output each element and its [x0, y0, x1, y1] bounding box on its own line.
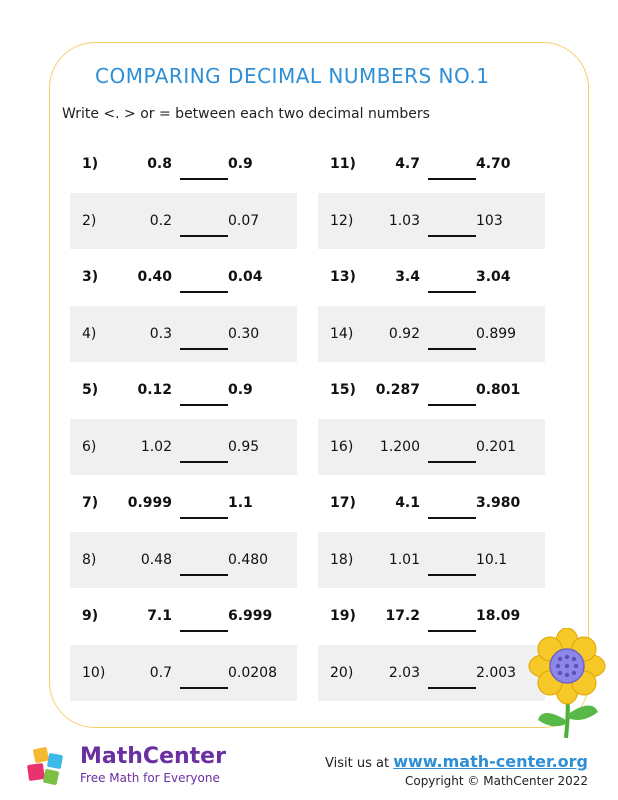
answer-blank[interactable] [428, 517, 476, 519]
second-decimal: 6.999 [228, 608, 273, 624]
second-decimal: 2.003 [476, 664, 517, 681]
visit-line [325, 752, 588, 771]
copyright: Copyright © MathCenter 2022 [404, 774, 588, 788]
problem-item [70, 588, 297, 644]
problem-item [318, 136, 545, 192]
answer-blank[interactable] [180, 630, 228, 632]
answer-blank[interactable] [180, 687, 228, 689]
first-decimal: 1.01 [388, 551, 420, 568]
problem-item [70, 306, 297, 362]
flower-icon [522, 628, 612, 738]
visit-label: Visit us at [325, 756, 390, 771]
second-decimal: 0.480 [228, 551, 269, 568]
problem-item [318, 588, 545, 644]
first-decimal: 0.999 [127, 495, 172, 511]
first-decimal: 0.48 [140, 551, 172, 568]
first-decimal: 1.200 [379, 438, 420, 455]
first-decimal: 0.92 [388, 325, 420, 342]
answer-blank[interactable] [428, 404, 476, 406]
second-decimal: 4.70 [476, 156, 511, 172]
second-decimal: 10.1 [476, 551, 508, 568]
problem-item [70, 532, 297, 588]
first-decimal: 7.1 [147, 608, 172, 624]
problem-number: 10) [82, 664, 106, 681]
brand-tagline: Free Math for Everyone [80, 771, 220, 785]
problem-number: 11) [330, 156, 356, 172]
answer-blank[interactable] [428, 348, 476, 350]
answer-blank[interactable] [428, 461, 476, 463]
problem-item [318, 532, 545, 588]
second-decimal: 3.04 [476, 269, 511, 285]
second-decimal: 18.09 [476, 608, 521, 624]
problem-number: 20) [330, 664, 354, 681]
problem-item [70, 362, 297, 418]
problem-number: 7) [82, 495, 99, 511]
problem-number: 12) [330, 212, 354, 229]
worksheet-title: COMPARING DECIMAL NUMBERS NO.1 [95, 64, 490, 88]
first-decimal: 2.03 [388, 664, 420, 681]
problem-number: 6) [82, 438, 97, 455]
problem-number: 5) [82, 382, 99, 398]
answer-blank[interactable] [428, 687, 476, 689]
answer-blank[interactable] [180, 517, 228, 519]
problem-number: 16) [330, 438, 354, 455]
second-decimal: 0.9 [228, 382, 253, 398]
answer-blank[interactable] [180, 235, 228, 237]
answer-blank[interactable] [180, 348, 228, 350]
answer-blank[interactable] [428, 235, 476, 237]
problem-number: 17) [330, 495, 356, 511]
problem-item [70, 136, 297, 192]
problem-item [70, 645, 297, 701]
answer-blank[interactable] [180, 178, 228, 180]
mathcenter-logo-icon [24, 746, 70, 788]
first-decimal: 0.2 [149, 212, 172, 229]
answer-blank[interactable] [180, 291, 228, 293]
first-decimal: 0.40 [137, 269, 172, 285]
problem-number: 13) [330, 269, 356, 285]
first-decimal: 0.8 [147, 156, 172, 172]
second-decimal: 0.07 [228, 212, 260, 229]
problem-number: 3) [82, 269, 99, 285]
first-decimal: 1.03 [388, 212, 420, 229]
first-decimal: 0.3 [149, 325, 172, 342]
first-decimal: 0.7 [149, 664, 172, 681]
problem-number: 15) [330, 382, 356, 398]
first-decimal: 17.2 [385, 608, 420, 624]
instructions: Write <. > or = between each two decimal numbers [62, 106, 430, 122]
second-decimal: 0.9 [228, 156, 253, 172]
problem-number: 14) [330, 325, 354, 342]
problem-item [318, 193, 545, 249]
second-decimal: 0.0208 [228, 664, 277, 681]
first-decimal: 0.287 [375, 382, 420, 398]
problem-item [70, 193, 297, 249]
brand-name: MathCenter [80, 744, 226, 769]
problem-number: 4) [82, 325, 97, 342]
second-decimal: 0.30 [228, 325, 260, 342]
problem-item [318, 419, 545, 475]
first-decimal: 4.7 [395, 156, 420, 172]
second-decimal: 3.980 [476, 495, 521, 511]
answer-blank[interactable] [180, 574, 228, 576]
first-decimal: 4.1 [395, 495, 420, 511]
problem-item [70, 419, 297, 475]
problem-number: 18) [330, 551, 354, 568]
second-decimal: 103 [476, 212, 503, 229]
problem-item [70, 475, 297, 531]
second-decimal: 0.899 [476, 325, 517, 342]
problem-item [318, 362, 545, 418]
problem-number: 9) [82, 608, 99, 624]
problem-number: 19) [330, 608, 356, 624]
problem-number: 2) [82, 212, 97, 229]
problem-item [318, 249, 545, 305]
second-decimal: 0.04 [228, 269, 263, 285]
problem-number: 8) [82, 551, 97, 568]
answer-blank[interactable] [180, 404, 228, 406]
problem-item [318, 645, 545, 701]
answer-blank[interactable] [428, 630, 476, 632]
second-decimal: 0.201 [476, 438, 517, 455]
problem-item [318, 306, 545, 362]
problem-item [70, 249, 297, 305]
answer-blank[interactable] [428, 574, 476, 576]
first-decimal: 1.02 [140, 438, 172, 455]
second-decimal: 0.801 [476, 382, 521, 398]
answer-blank[interactable] [428, 291, 476, 293]
answer-blank[interactable] [180, 461, 228, 463]
problem-number: 1) [82, 156, 99, 172]
first-decimal: 0.12 [137, 382, 172, 398]
problem-item [318, 475, 545, 531]
second-decimal: 1.1 [228, 495, 253, 511]
first-decimal: 3.4 [395, 269, 420, 285]
website-link[interactable]: www.math-center.org [393, 752, 588, 771]
second-decimal: 0.95 [228, 438, 260, 455]
answer-blank[interactable] [428, 178, 476, 180]
